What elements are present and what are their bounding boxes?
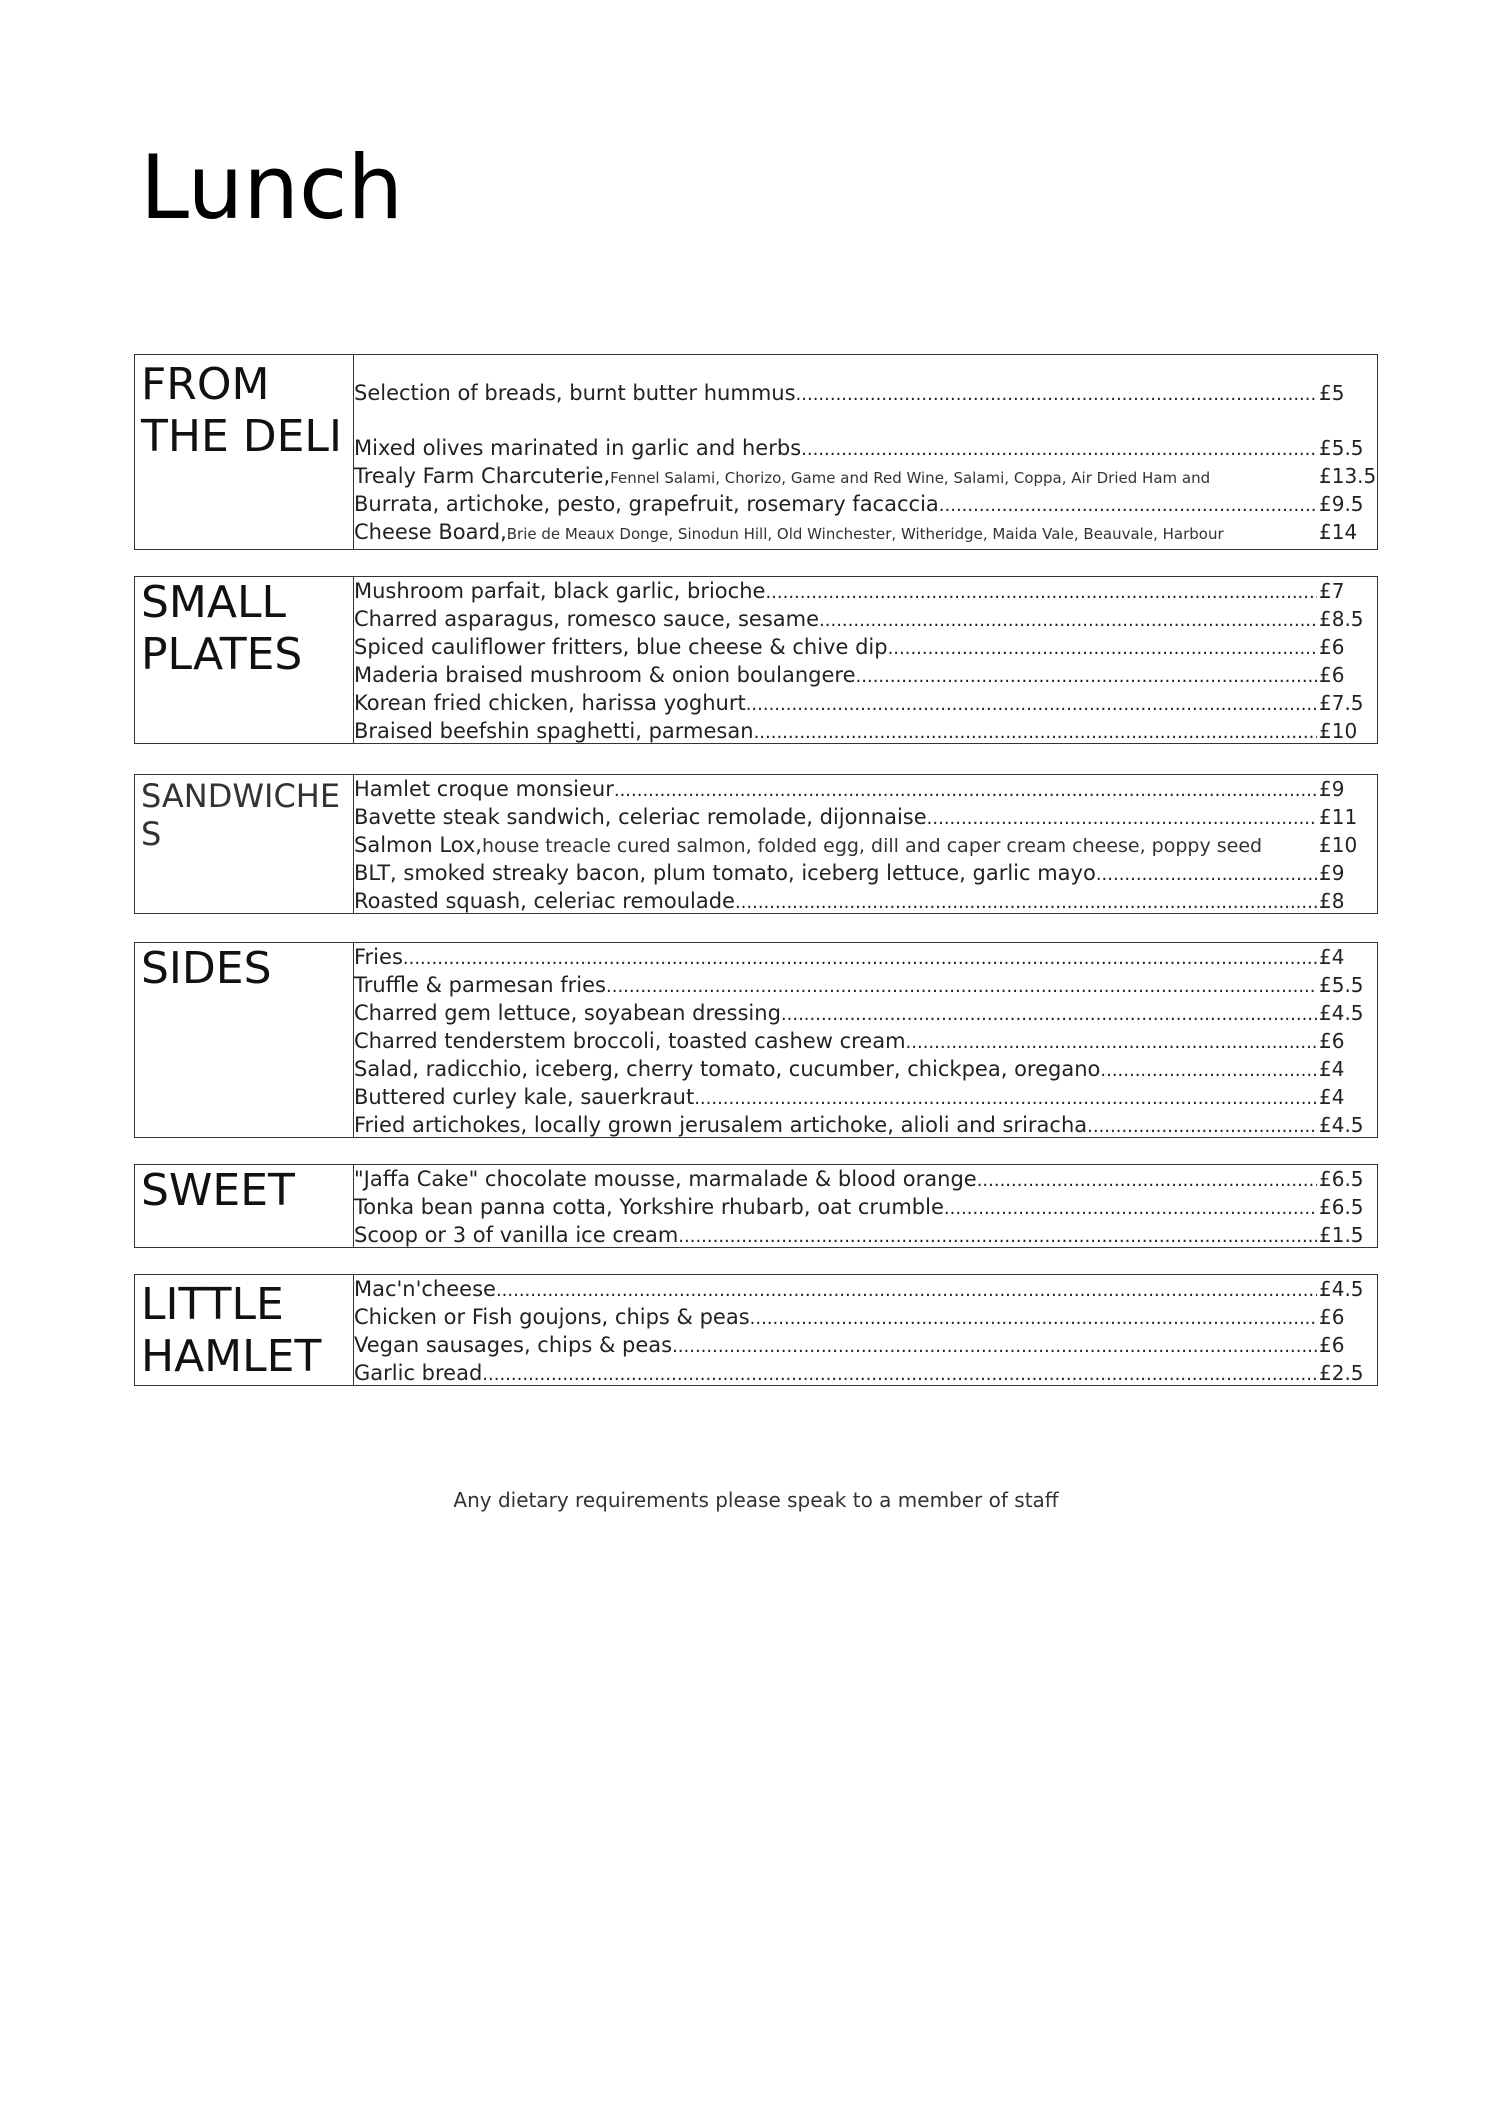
dot-leader [781,1001,1317,1029]
item-name: Bavette steak sandwich, celeriac remolade, dijonnaise [354,805,927,829]
section-sandwiches [134,774,1378,914]
dot-leader [1087,1113,1317,1137]
dot-leader [754,719,1317,743]
menu-item [354,775,1377,803]
menu-item [354,577,1377,605]
item-price: £7.5 [1319,691,1364,715]
item-name: Truffle & parmesan fries [354,973,606,997]
item-name: Cheese Board, [354,520,507,544]
section-sides [134,942,1378,1138]
menu-item [354,1331,1377,1359]
item-price: £7 [1319,579,1345,603]
item-name: Burrata, artichoke, pesto, grapefruit, rosemary facaccia [354,492,939,516]
dot-leader [939,492,1317,520]
item-name: BLT, smoked streaky bacon, plum tomato, iceberg lettuce, garlic mayo [354,861,1096,885]
item-name: Fries [354,945,403,969]
item-price: £11 [1319,805,1358,829]
menu-item [354,434,1377,462]
section-little-hamlet [134,1274,1378,1386]
item-price: £13.5 [1319,464,1377,488]
item-name: Charred tenderstem broccoli, toasted cashew cream [354,1029,906,1053]
item-price: £6 [1319,1333,1345,1357]
dot-leader [819,607,1317,635]
item-name: Mixed olives marinated in garlic and herbs [354,436,802,460]
item-name: Tonka bean panna cotta, Yorkshire rhubarb, oat crumble [354,1195,944,1219]
menu-item [354,689,1377,717]
item-price: £6 [1319,1029,1345,1053]
item-name: Mushroom parfait, black garlic, brioche [354,579,766,603]
dot-leader [765,579,1317,607]
menu-item [354,971,1377,999]
dot-leader [856,663,1317,691]
dot-leader [735,889,1317,913]
section-sweet [134,1164,1378,1248]
item-name: Maderia braised mushroom & onion boulangere [354,663,856,687]
menu-item [354,1193,1377,1221]
item-price: £9.5 [1319,492,1364,516]
item-name: Hamlet croque monsieur [354,777,614,801]
item-name: Charred gem lettuce, soyabean dressing [354,1001,781,1025]
dot-leader [801,436,1317,464]
dietary-note-text: Any dietary requirements please speak to a member of staff [453,1488,1059,1512]
dot-leader [694,1085,1317,1113]
item-price: £4 [1319,1057,1345,1081]
section-label: FROM THE DELI [135,355,354,549]
item-price: £2.5 [1319,1361,1364,1385]
item-name: Roasted squash, celeriac remoulade [354,889,735,913]
item-name: Charred asparagus, romesco sauce, sesame [354,607,820,631]
item-name: Vegan sausages, chips & peas [354,1333,673,1357]
item-price: £4.5 [1319,1001,1364,1025]
section-label: LITTLE HAMLET [135,1275,354,1385]
item-name: Scoop or 3 of vanilla ice cream [354,1223,679,1247]
item-name: "Jaffa Cake" chocolate mousse, marmalade & blood orange [354,1167,977,1191]
menu-item [354,1303,1377,1331]
item-price: £6 [1319,663,1345,687]
menu-item [354,633,1377,661]
item-name: Garlic bread [354,1361,483,1385]
page-title: Lunch [140,136,404,239]
item-price: £5 [1319,381,1345,405]
menu-item [354,803,1377,831]
item-price: £8.5 [1319,607,1364,631]
menu-item [354,1359,1377,1385]
dot-leader [906,1029,1317,1057]
item-name: Mac'n'cheese [354,1277,496,1301]
dot-leader [678,1223,1317,1247]
dot-leader [403,945,1317,973]
menu-item [354,1055,1377,1083]
item-price: £1.5 [1319,1223,1364,1247]
dot-leader [1096,861,1317,889]
item-description: Fennel Salami, Chorizo, Game and Red Wine, Salami, Coppa, Air Dried Ham and [610,469,1211,487]
menu-item [354,462,1377,490]
section-from-the-deli [134,354,1378,550]
menu-item [354,717,1377,743]
menu-item [354,490,1377,518]
menu-item [354,943,1377,971]
item-description: Brie de Meaux Donge, Sinodun Hill, Old Winchester, Witheridge, Maida Vale, Beauvale, Harbour [506,525,1224,543]
item-price: £9 [1319,861,1345,885]
menu-item [354,859,1377,887]
menu-items [354,355,1377,549]
item-name: Salmon Lox, [354,833,482,857]
menu-item [354,605,1377,633]
dot-leader [482,1361,1317,1385]
item-name: Salad, radicchio, iceberg, cherry tomato, cucumber, chickpea, oregano [354,1057,1101,1081]
dot-leader [944,1195,1317,1223]
item-description: house treacle cured salmon, folded egg, dill and caper cream cheese, poppy seed [481,835,1263,857]
item-price: £4.5 [1319,1277,1364,1301]
item-name: Chicken or Fish goujons, chips & peas [354,1305,750,1329]
item-price: £14 [1319,520,1358,544]
menu-item [354,1027,1377,1055]
item-name: Selection of breads, burnt butter hummus [354,381,796,405]
menu-items [354,577,1377,743]
menu-item [354,1221,1377,1247]
item-price: £4 [1319,945,1345,969]
section-label: SMALL PLATES [135,577,354,743]
item-name: Braised beefshin spaghetti, parmesan [354,719,754,743]
item-price: £6.5 [1319,1167,1364,1191]
item-price: £6.5 [1319,1195,1364,1219]
menu-item [354,661,1377,689]
dot-leader [1100,1057,1317,1085]
menu-items [354,943,1377,1137]
item-price: £6 [1319,635,1345,659]
menu-items [354,1275,1377,1385]
item-price: £4.5 [1319,1113,1364,1137]
item-price: £5.5 [1319,436,1364,460]
dot-leader [927,805,1317,833]
menu-item [354,1111,1377,1137]
section-small-plates [134,576,1378,744]
dot-leader [888,635,1317,663]
dot-leader [796,381,1317,409]
item-name: Buttered curley kale, sauerkraut [354,1085,695,1109]
menu-item [354,518,1377,546]
dot-leader [977,1167,1317,1195]
dot-leader [672,1333,1317,1361]
section-label: SIDES [135,943,354,1137]
item-name: Korean fried chicken, harissa yoghurt [354,691,746,715]
item-name: Fried artichokes, locally grown jerusalem artichoke, alioli and sriracha [354,1113,1088,1137]
item-price: £8 [1319,889,1345,913]
dot-leader [496,1277,1317,1305]
dot-leader [746,691,1317,719]
item-name: Spiced cauliflower fritters, blue cheese & chive dip [354,635,888,659]
menu-item [354,1275,1377,1303]
menu-item [354,887,1377,913]
item-price: £4 [1319,1085,1345,1109]
item-price: £10 [1319,833,1358,857]
menu-items [354,1165,1377,1247]
menu-item [354,379,1377,407]
menu-items [354,775,1377,913]
dot-leader [614,777,1317,805]
item-price: £9 [1319,777,1345,801]
item-price: £6 [1319,1305,1345,1329]
dietary-note [0,1488,1500,1512]
item-price: £5.5 [1319,973,1364,997]
menu-item [354,831,1377,859]
item-price: £10 [1319,719,1358,743]
menu-item [354,999,1377,1027]
section-label: SANDWICHES [135,775,354,913]
menu-item [354,1083,1377,1111]
item-name: Trealy Farm Charcuterie, [354,464,611,488]
menu-item [354,1165,1377,1193]
section-label: SWEET [135,1165,354,1247]
dot-leader [750,1305,1317,1333]
dot-leader [606,973,1317,1001]
